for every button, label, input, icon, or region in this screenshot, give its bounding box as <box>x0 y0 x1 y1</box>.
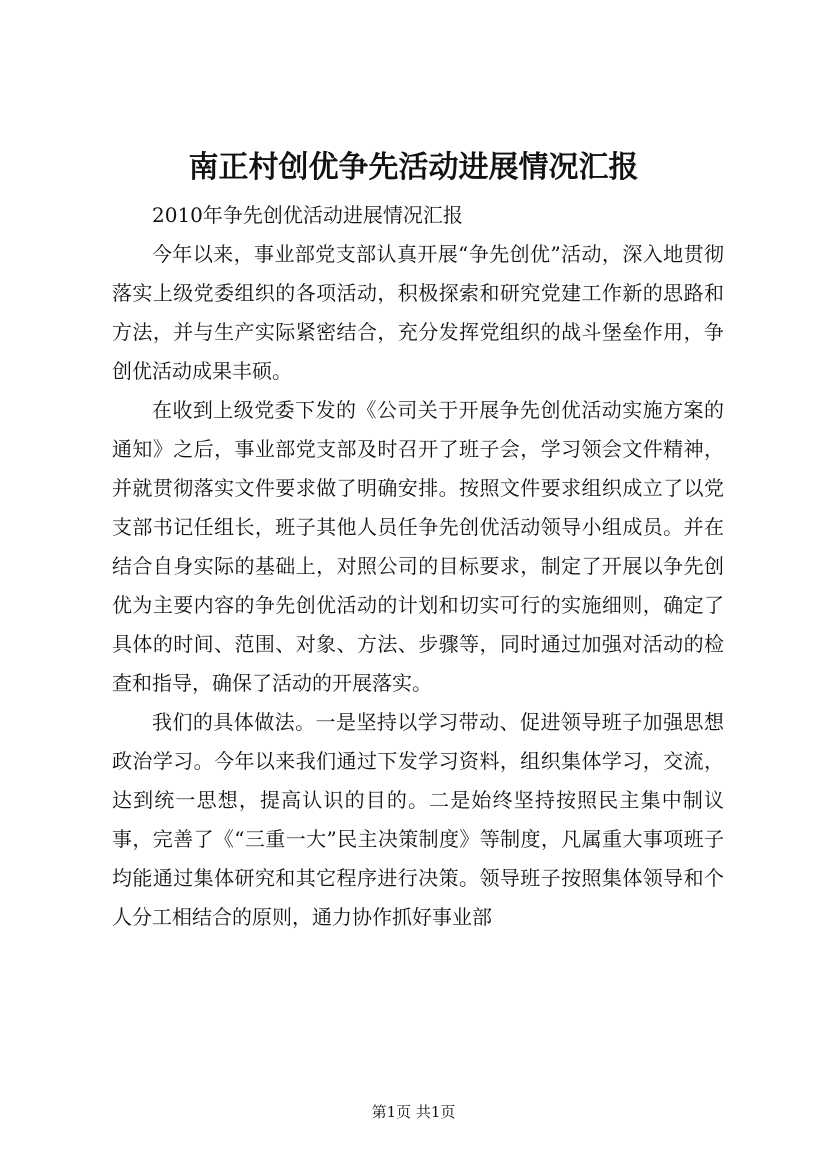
paragraph-3: 我们的具体做法。一是坚持以学习带动、促进领导班子加强思想政治学习。今年以来我们通过下发学习资料，组织集体学习，交流，达到统一思想，提高认识的目的。二是始终坚持按照民主集中制议事，完善了《“三重一大”民主决策制度》等制度，凡属重大事项班子均能通过集体研究和其它程序进行决策。领导班子按照集体领导和个人分工相结合的原则，通力协作抓好事业部 <box>112 710 724 929</box>
paragraph-2: 在收到上级党委下发的《公司关于开展争先创优活动实施方案的通知》之后，事业部党支部及时召开了班子会，学习领会文件精神，并就贯彻落实文件要求做了明确安排。按照文件要求组织成立了以党支部书记任组长，班子其他人员任争先创优活动领导小组成员。并在结合自身实际的基础上，对照公司的目标要求，制定了开展以争先创优为主要内容的争先创优活动的计划和切实可行的实施细则，确定了具体的时间、范围、对象、方法、步骤等，同时通过加强对活动的检查和指导，确保了活动的开展落实。 <box>112 398 724 695</box>
page-footer: 第1页 共1页 <box>371 1103 456 1121</box>
document-subtitle: 2010年争先创优活动进展情况汇报 <box>152 203 463 227</box>
document-body <box>112 196 724 937</box>
document-title: 南正村创优争先活动进展情况汇报 <box>188 150 639 185</box>
paragraph-1: 今年以来，事业部党支部认真开展“争先创优”活动，深入地贯彻落实上级党委组织的各项活动，积极探索和研究党建工作新的思路和方法，并与生产实际紧密结合，充分发挥党组织的战斗堡垒作用，争创优活动成果丰硕。 <box>112 242 724 383</box>
